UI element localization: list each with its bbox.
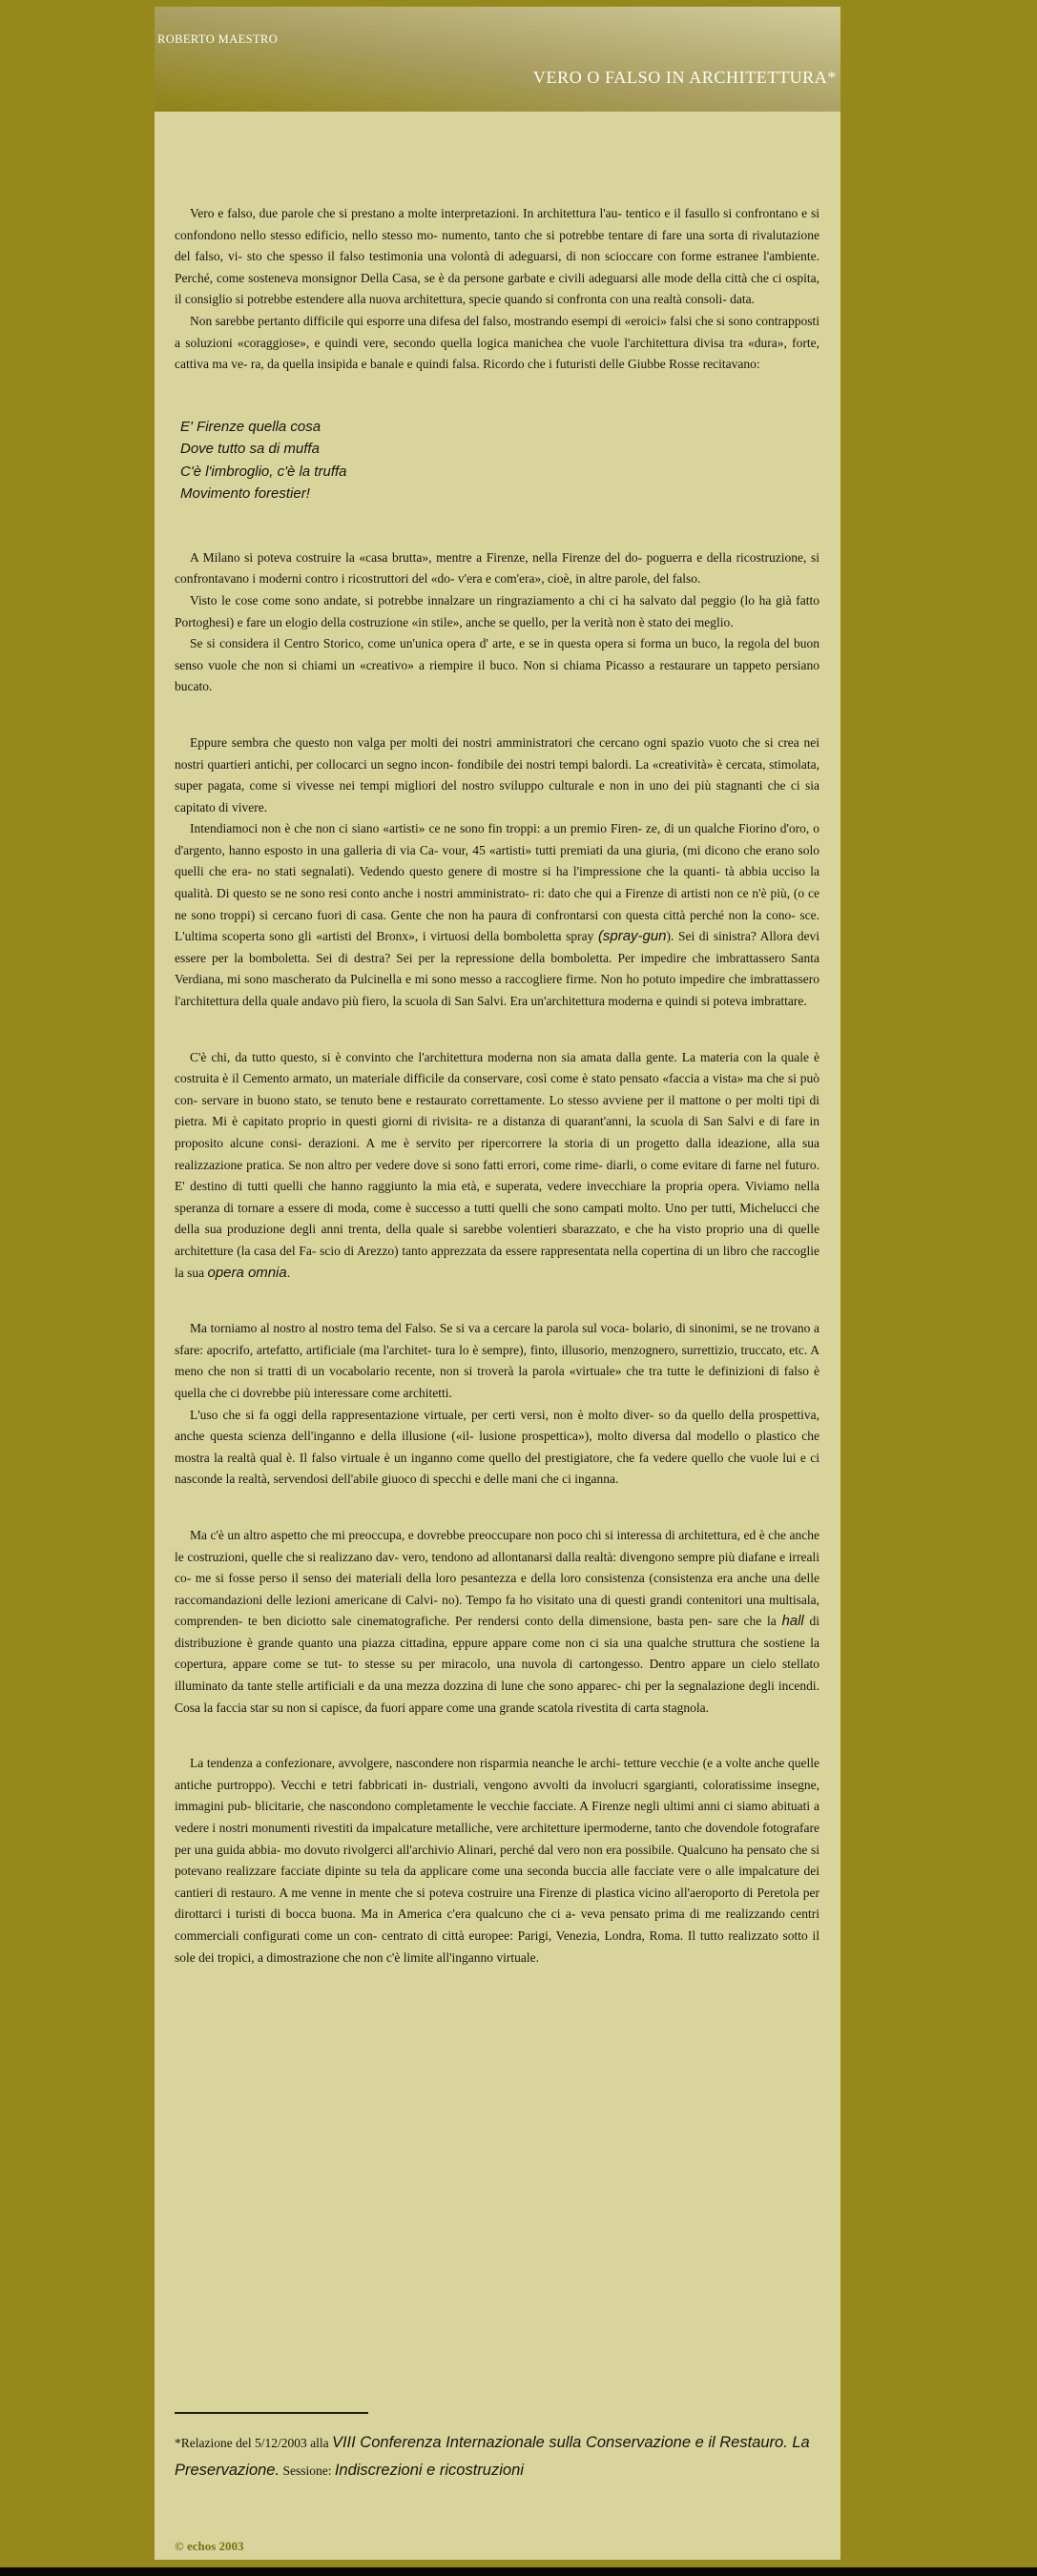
paragraph: Se si considera il Centro Storico, come un'unica opera d' arte, e se in questa opera si forma un buco, la regola del buon senso vuole che non si chiami un «creativo» a riempire il buco. Non si chiama Picasso a restaurare un tappeto persiano bucato. (175, 636, 819, 694)
paragraph: Eppure sembra che questo non valga per molti dei nostri amministratori che cercano ogni spazio vuoto che si crea nei nostri quartieri antichi, per collocarci un segno incon- fondibile dei nostri tempi balordi. La «creatività» è cercata, stimolata, super pagata, come si vivesse nei tempi migliori del nostro sviluppo culturale e non in uno dei più stagnanti che ci sia capitato di vivere. (175, 734, 819, 814)
footnote-divider-rule (175, 2412, 368, 2414)
paragraph: A Milano si poteva costruire la «casa brutta», mentre a Firenze, nella Firenze del do- poguerra e della ricostruzione, si confrontavano i moderni contro i ricostruttori del «do- v'era e com'era», cioè, in altre parole, del falso. (175, 549, 819, 587)
author-name: ROBERTO MAESTRO (157, 32, 279, 46)
paragraph: C'è chi, da tutto questo, si è convinto che l'architettura moderna non sia amata dalla gente. La materia con la quale è costruita è il Cemento armato, un materiale difficile da conservare, così come è stato pensato «faccia a vista» ma che si può con- servare in buono stato, se tenuto bene e restaurato correttamente. Lo stesso avviene per il mattone o per molti tipi di pietra. Mi è capitato proprio in questi giorni di rivisita- re a distanza di quarant'anni, la scuola di San Salvi e di fare in proposito alcune consi- derazioni. A me è servito per ripercorrere la storia di un progetto dalla ideazione, alla sua realizzazione pratica. Se non altro per vedere dove si sono fatti errori, come rime- diarli, o come evitare di farne nel futuro. E' destino di tutti quelli che hanno raggiunto la mia età, e superata, vedere invecchiare la propria opera. Viviamo nella speranza di tornare a essere di moda, come è successo a tutti quelli che sono campati molto. Uno per tutti, Michelucci che della sua produzione degli anni trenta, della quale si sarebbe volentieri sbarazzato, e che ha visto proprio una di quelle architetture (la casa del Fa- scio di Arezzo) tanto apprezzata da essere rappresentata nella copertina di un libro che raccoglie la sua opera omnia. (175, 1049, 819, 1281)
paragraph: Ma c'è un altro aspetto che mi preoccupa, e dovrebbe preoccupare non poco chi si interessa di architettura, ed è che anche le costruzioni, quelle che si realizzano dav- vero, tendono ad allontanarsi dalla realtà: divengono sempre più diafane e irreali co- me si fosse perso il senso dei materiali della loro pesantezza e della loro consistenza (consistenza era anche una delle raccomandazioni delle lezioni americane di Calvi- no). Tempo fa ho visitato una di questi grandi contenitori una multisala, comprenden- te ben diciotto sale cinematografiche. Per rendersi conto della dimensione, basta pen- sare che la hall di distribuzione è grande quanto una piazza cittadina, eppure appare come non ci sia una qualche struttura che sostiene la copertura, appare come se tut- to stesse su per miracolo, una nuvola di cartongesso. Dentro appare un cielo stellato illuminato da tante stelle artificiali e da una mezza dozzina di lune che sono apparec- chi per la segnalazione degli incendi. Cosa la faccia star su non si capisce, da fuori appare come una grande scatola rivestita di carta stagnola. (175, 1527, 819, 1715)
footnote: *Relazione del 5/12/2003 alla VIII Conferenza Internazionale sulla Conservazione e il Restauro. La Preservazione. Sessione: Indiscrezioni e ricostruzioni (175, 2434, 810, 2479)
poem-line: C'è l'imbroglio, c'è la truffa (180, 463, 347, 480)
paragraph: L'uso che si fa oggi della rappresentazione virtuale, per certi versi, non è molto diver- so da quello della prospettiva, anche questa scienza dell'inganno e della illusione («il- lusione prospettica»), molto diversa dal modello o plastico che mostra la realtà qual è. Il falso virtuale è un inganno come quello del prestigiatore, che fa vedere quello che vuole lui e ci nasconde la realtà, servendosi dell'abile giuoco di specchi e delle mani che ci inganna. (175, 1407, 819, 1487)
poem-line: E' Firenze quella cosa (180, 418, 321, 435)
article-body (175, 203, 819, 1968)
paragraph: La tendenza a confezionare, avvolgere, nascondere non risparmia neanche le archi- tetture vecchie (e a volte anche quelle antiche purtroppo). Vecchi e tetri fabbricati in- dustriali, vengono avvolti da involucri sgargianti, coloratissime insegne, immagini pub- blicitarie, che nascondono completamente le vecchie facciate. A Firenze negli ultimi anni ci siamo abituati a vedere i nostri monumenti rivestiti da impalcature metalliche, vere architetture ipermoderne, tanto che dovendole fotografare per una guida abbia- mo dovuto rivolgerci all'archivio Alinari, perché dal vero non era possibile. Qualcuno ha pensato che si potevano realizzare facciate dipinte su tela da applicare come una seconda buccia alle facciate vere o alle impalcature dei cantieri di restauro. A me venne in mente che si poteva costruire una Firenze di plastica vicino all'aeroporto di Peretola per dirottarci i turisti di bocca buona. Ma in America c'era qualcuno che ci a- veva pensato prima di me realizzando centri commerciali configurati come un con- centrato di città europee: Parigi, Venezia, Londra, Roma. Il tutto realizzato sotto il sole dei tropici, a dimostrazione che non c'è limite all'inganno virtuale. (175, 1756, 819, 1965)
poem-line: Movimento forestier! (180, 485, 310, 503)
page-title: VERO O FALSO IN ARCHITETTURA* (532, 68, 837, 87)
poem-line: Dove tutto sa di muffa (180, 441, 320, 458)
copyright-notice: © echos 2003 (175, 2539, 244, 2553)
header-band (155, 7, 840, 112)
paragraph: Visto le cose come sono andate, si potrebbe innalzare un ringraziamento a chi ci ha salvato dal peggio (lo ha già fatto Portoghesi) e fare un elogio della costruzione «in stile», anche se quello, per la verità non è stato dei meglio. (175, 592, 819, 629)
bottom-bar (0, 2567, 1037, 2576)
paragraph: Vero e falso, due parole che si prestano a molte interpretazioni. In architettura l'au- tentico e il fasullo si confrontano e si confondono nello stesso edificio, nello stesso mo- numento, tanto che si potrebbe tentare di fare una sorta di rivalutazione del falso, vi- sto che spesso il falso testimonia una volontà di adeguarsi, di non scioccare con forme estranee l'ambiente. Perché, come sosteneva monsignor Della Casa, se è da persone garbate e civili adeguarsi alle mode della città che ci ospita, il consiglio si potrebbe estendere alla nuova architettura, specie quando si confronta con una realtà consoli- data. (175, 206, 819, 307)
article-sheet (155, 112, 840, 2560)
paragraph: Non sarebbe pertanto difficile qui esporre una difesa del falso, mostrando esempi di «eroici» falsi che si sono contrapposti a soluzioni «coraggiose», e quindi vere, secondo quella logica manichea che vuole l'architettura divisa tra «dura», forte, cattiva ma ve- ra, da quella insipida e banale e quindi falsa. Ricordo che i futuristi delle Giubbe Rosse recitavano: (175, 313, 819, 372)
poem (180, 416, 819, 505)
paragraph: Intendiamoci non è che non ci siano «artisti» ce ne sono fin troppi: a un premio Firen- ze, di un qualche Fiorino d'oro, o d'argento, hanno esposto in una galleria di via Ca- vour, 45 «artisti» tutti premiati da una giuria, (mi dicono che erano solo quelli che era- no stati segnalati). Vedendo questo genere di mostre si ha l'impressione che la quanti- tà abbia ucciso la qualità. Di questo se ne sono resi conto anche i nostri amministrato- ri: dato che qui a Firenze di artisti non ce n'è più, (o ce ne sono troppi) si cercano fuori di casa. Gente che non ha paura di confrontarsi con questa città perché non la cono- sce. L'ultima scoperta sono gli «artisti del Bronx», i virtuosi della bomboletta spray (spray-gun). Sei di sinistra? Allora devi essere per la bomboletta. Sei di destra? Sei per la repressione della bomboletta. Per impedire che imbrattassero Santa Verdiana, mi sono mascherato da Pulcinella e mi sono messo a raccogliere firme. Non ho potuto impedire che imbrattassero l'architettura della quale andavo più fiero, la scuola di San Salvi. Era un'architettura moderna e quindi si poteva imbrattare. (175, 821, 819, 1009)
paragraph: Ma torniamo al nostro al nostro tema del Falso. Se si va a cercare la parola sul voca- bolario, di sinonimi, se ne trovano a sfare: apocrifo, artefatto, artificiale (ma l'architet- tura lo è sempre), finto, illusorio, menzognero, surrettizio, truccato, etc. A meno che non si tratti di un vocabolario recente, non si troverà la parola «virtuale» che tra tutte le definizioni di falso è quella che ci dovrebbe più interessare come architetti. (175, 1321, 819, 1400)
